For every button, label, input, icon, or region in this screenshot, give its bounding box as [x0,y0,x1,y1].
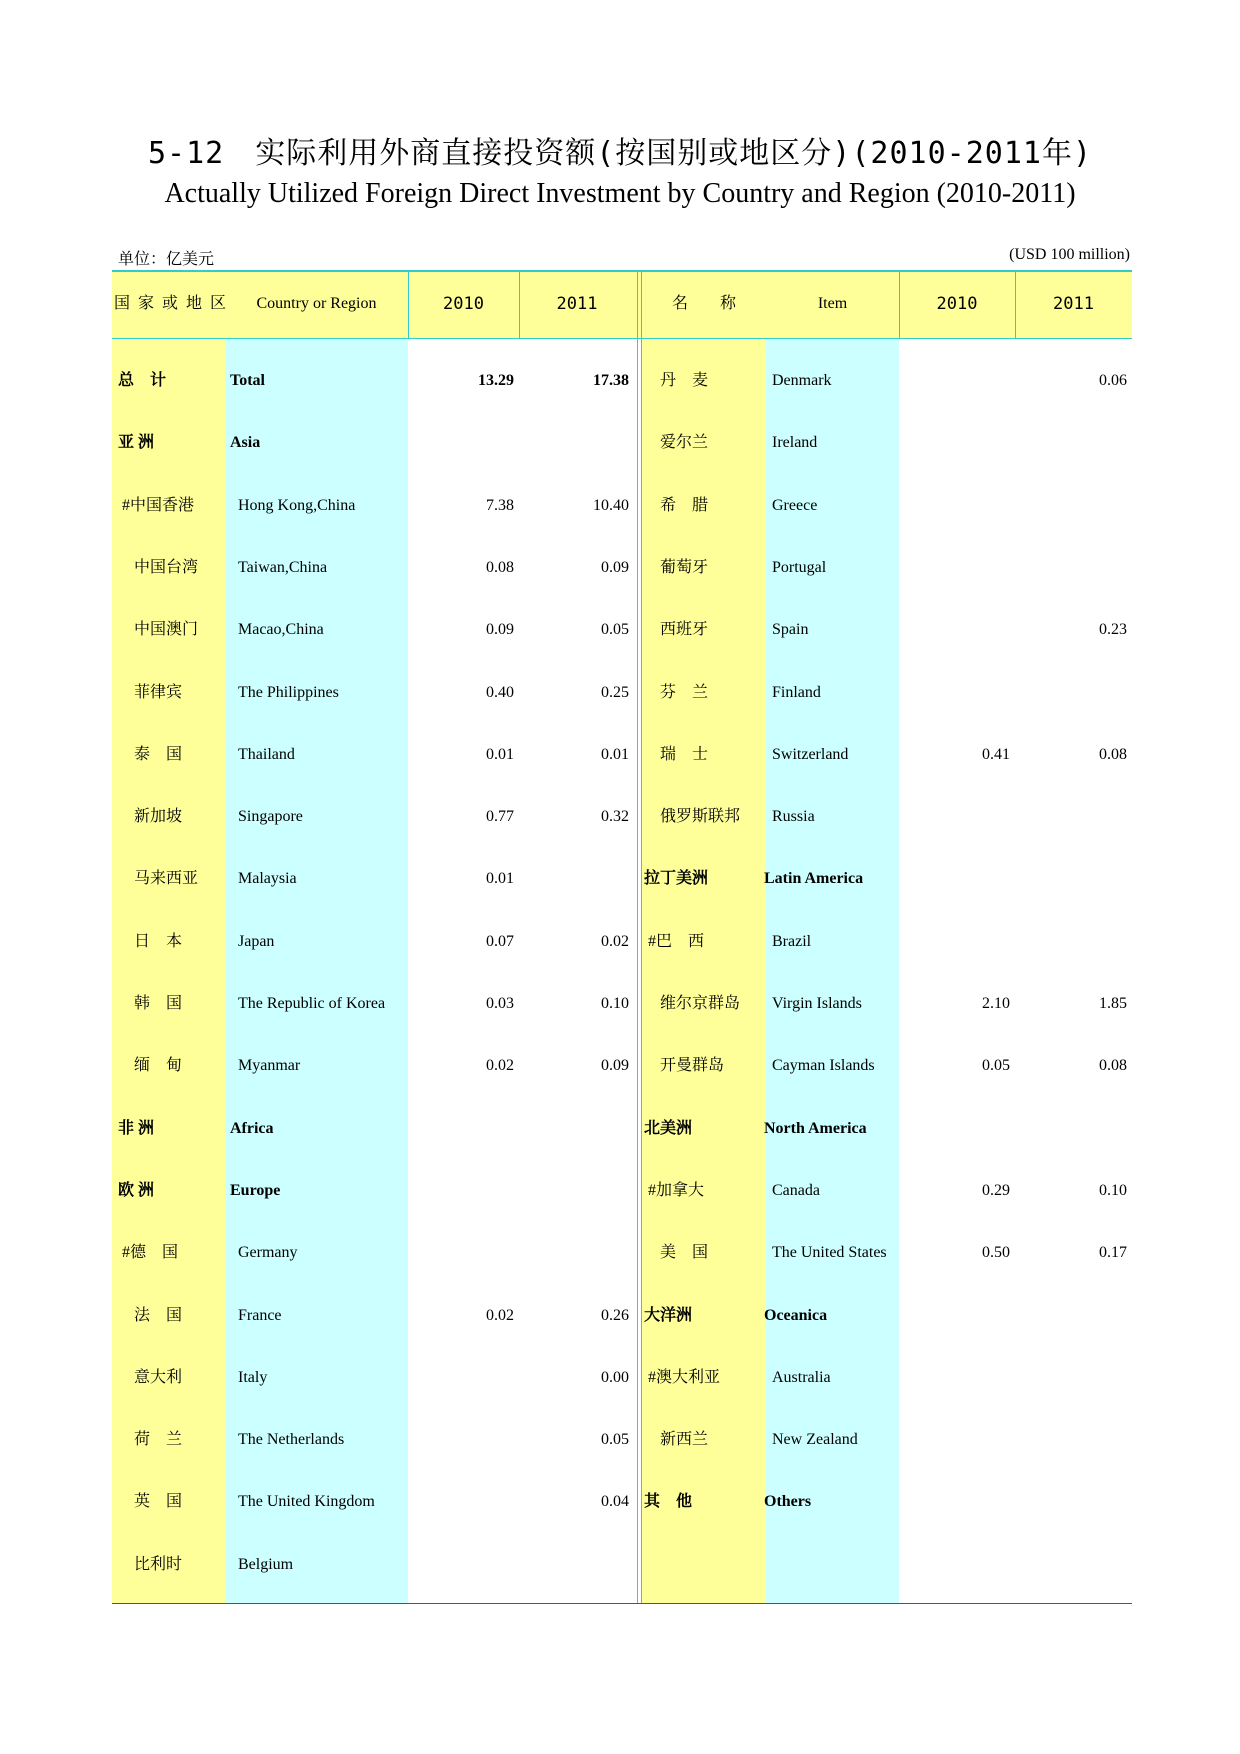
item-name-en: Cayman Islands [772,1057,875,1075]
value-2010 [408,412,514,474]
table-row [642,848,1132,910]
value-2011: 0.08 [1099,745,1127,763]
value-2011: 0.10 [1099,1181,1127,1199]
value-2011 [1015,1409,1127,1471]
item-name-en: Brazil [772,932,812,950]
value-2011: 17.38 [593,372,629,389]
header-item-en: Item [817,295,848,312]
header-left-2010: 2010 [443,294,484,314]
table-row [642,475,1132,537]
item-name-cn: 维尔京群岛 [660,995,741,1012]
item-name-en: North America [764,1119,867,1137]
table-row [642,911,1132,973]
country-name-cn: 非 洲 [118,1119,155,1137]
value-2011: 0.05 [601,1431,629,1449]
table-row [112,599,637,661]
country-name-cn: #中国香港 [122,496,195,514]
value-2010: 0.05 [982,1057,1010,1075]
value-2010 [899,350,1010,412]
value-2011: 0.09 [601,1057,629,1075]
value-2010 [899,1409,1010,1471]
table-row [112,1035,637,1097]
value-2010 [899,537,1010,599]
table-row [112,350,637,412]
table-row [642,1409,1132,1471]
value-2010 [899,1471,1010,1533]
value-2010: 0.03 [486,995,514,1012]
country-name-en: France [238,1306,282,1324]
value-2011 [519,848,629,910]
table-row [642,662,1132,724]
item-name-en: The United States [772,1244,887,1262]
country-name-cn: 荷 兰 [134,1431,183,1449]
value-2010 [408,1222,514,1284]
country-name-cn: #德 国 [122,1244,179,1262]
item-name-en: New Zealand [772,1431,858,1449]
item-name-cn: 俄罗斯联邦 [660,808,741,826]
item-name-en: Canada [772,1181,820,1199]
table-row [642,973,1132,1035]
value-2010 [899,662,1010,724]
header-bottom-rule [112,338,1132,339]
header-right-2010: 2010 [936,294,978,314]
table-row [642,1471,1132,1533]
item-name-cn: #巴 西 [648,932,705,950]
header-country-en: Country or Region [256,295,377,312]
value-2010 [899,599,1010,661]
table-row [642,1222,1132,1284]
country-name-en: Hong Kong,China [238,496,356,514]
value-2011: 1.85 [1099,995,1127,1012]
value-2010 [408,1409,514,1471]
item-name-en: Russia [772,808,815,826]
value-2011: 10.40 [593,496,629,514]
table-row [642,1347,1132,1409]
header-item-cn: 名 称 [671,295,736,312]
item-name-en: Denmark [772,372,832,389]
table-row [112,1285,637,1347]
page-title-en: Actually Utilized Foreign Direct Investment by Country and Region (2010-2011) [164,178,1076,209]
data-table [112,270,1132,1603]
country-name-en: Italy [238,1368,268,1386]
item-name-cn: 芬 兰 [660,683,709,701]
table-row [112,786,637,848]
item-name-cn: 其 他 [644,1493,693,1511]
value-2010: 13.29 [478,372,514,389]
value-2011: 0.00 [601,1368,629,1386]
value-2010 [899,475,1010,537]
value-2010: 0.02 [486,1057,514,1075]
item-name-cn: 爱尔兰 [660,434,709,452]
item-name-cn: #澳大利亚 [648,1368,721,1386]
value-2010: 0.08 [486,558,514,576]
value-2011: 0.25 [601,683,629,701]
value-2010 [899,1098,1010,1160]
page-title-cn: 5-12 实际利用外商直接投资额(按国别或地区分)(2010-2011年) [147,136,1093,171]
table-row [642,1285,1132,1347]
country-name-en: Thailand [238,745,295,763]
value-2010: 0.40 [486,683,514,701]
item-name-cn: 大洋洲 [644,1306,693,1324]
value-2011: 0.01 [601,745,629,763]
value-2010 [899,786,1010,848]
value-2010: 7.38 [486,496,514,514]
country-name-en: Singapore [238,808,303,826]
value-2010 [408,1347,514,1409]
item-name-en: Finland [772,683,821,701]
value-2011 [519,412,629,474]
unit-label-en: (USD 100 million) [1009,246,1130,263]
value-2011 [1015,475,1127,537]
item-name-cn: 希 腊 [660,496,709,514]
country-name-en: Macao,China [238,621,324,639]
country-name-en: The Netherlands [238,1431,345,1449]
value-2011: 0.02 [601,932,629,950]
table-row [112,848,637,910]
value-2011 [1015,537,1127,599]
value-2011 [1015,662,1127,724]
value-2010: 2.10 [982,995,1010,1012]
value-2010: 0.01 [486,745,514,763]
item-name-en: Spain [772,621,809,639]
table-row [642,786,1132,848]
value-2011: 0.23 [1099,621,1127,639]
table-row [112,662,637,724]
country-name-en: Asia [230,434,261,452]
value-2010 [408,1160,514,1222]
country-name-en: Belgium [238,1555,294,1573]
value-2011 [519,1098,629,1160]
table-row [642,350,1132,412]
country-name-en: Africa [230,1119,274,1137]
value-2011: 0.26 [601,1306,629,1324]
item-name-cn: #加拿大 [648,1181,705,1199]
table-row [112,911,637,973]
country-name-cn: 比利时 [134,1555,183,1573]
country-name-en: The United Kingdom [238,1493,375,1511]
table-bottom-rule [112,1603,1132,1604]
item-name-en: Switzerland [772,745,849,763]
center-double-rule [637,270,638,1603]
country-name-en: Malaysia [238,870,297,888]
item-name-cn: 北美洲 [644,1119,693,1137]
country-name-cn: 意大利 [134,1368,183,1386]
item-name-en: Australia [772,1368,831,1386]
table-row [642,412,1132,474]
value-2010: 0.50 [982,1244,1010,1262]
header-country-cn: 国 家 或 地 区 [113,295,228,312]
value-2011 [1015,1098,1127,1160]
unit-label-cn: 单位：亿美元 [118,251,215,268]
country-name-cn: 中国澳门 [134,621,199,639]
value-2010 [408,1534,514,1596]
value-2010 [408,1098,514,1160]
value-2011 [519,1222,629,1284]
country-name-en: Taiwan,China [238,558,328,576]
table-row [112,973,637,1035]
country-name-cn: 中国台湾 [134,558,199,576]
value-2011: 0.10 [601,995,629,1012]
value-2011: 0.32 [601,808,629,826]
country-name-cn: 亚 洲 [118,434,155,452]
country-name-cn: 马来西亚 [134,870,199,888]
header-right-2011: 2011 [1053,294,1094,314]
country-name-en: Total [230,372,265,389]
value-2010: 0.41 [982,745,1010,763]
table-row [112,1409,637,1471]
country-name-en: Japan [238,932,275,950]
value-2011 [1015,911,1127,973]
item-name-cn: 开曼群岛 [660,1057,725,1075]
table-row [112,724,637,786]
country-name-cn: 总 计 [118,372,167,389]
country-name-cn: 菲律宾 [134,683,183,701]
item-name-cn: 西班牙 [660,621,709,639]
value-2011 [1015,1285,1127,1347]
item-name-en: Oceanica [764,1306,828,1324]
table-row [112,1222,637,1284]
table-row [642,1035,1132,1097]
table-row [112,1160,637,1222]
value-2011 [1015,848,1127,910]
value-2010: 0.29 [982,1181,1010,1199]
value-2011 [1015,786,1127,848]
item-name-en: Virgin Islands [772,995,862,1012]
table-row [642,537,1132,599]
item-name-cn: 葡萄牙 [660,558,709,576]
value-2010 [899,1285,1010,1347]
country-name-cn: 缅 甸 [134,1057,183,1075]
value-2011 [1015,412,1127,474]
value-2011: 0.17 [1099,1244,1127,1262]
table-row [112,1098,637,1160]
value-2011: 0.05 [601,621,629,639]
item-name-cn: 拉丁美洲 [644,870,709,888]
table-row [112,1534,637,1596]
table-row [642,1098,1132,1160]
value-2010 [899,1347,1010,1409]
value-2011 [519,1160,629,1222]
value-2010: 0.77 [486,808,514,826]
item-name-cn: 新西兰 [660,1431,709,1449]
value-2010 [899,848,1010,910]
value-2011: 0.08 [1099,1057,1127,1075]
item-name-en: Portugal [772,558,827,576]
country-name-cn: 新加坡 [134,808,183,826]
item-name-cn: 瑞 士 [660,745,709,763]
item-name-en: Latin America [764,870,864,888]
country-name-en: Germany [238,1244,298,1262]
table-row [112,475,637,537]
country-name-cn: 泰 国 [134,745,183,763]
item-name-cn: 美 国 [660,1244,709,1262]
table-row [112,412,637,474]
value-2011 [1015,1347,1127,1409]
value-2011: 0.04 [601,1493,629,1511]
country-name-cn: 法 国 [134,1306,183,1324]
country-name-cn: 英 国 [134,1493,183,1511]
item-name-en: Ireland [772,434,818,452]
value-2010 [408,1471,514,1533]
table-row [642,724,1132,786]
value-2011 [1015,1471,1127,1533]
country-name-en: The Philippines [238,683,339,701]
value-2010 [899,911,1010,973]
table-row [112,537,637,599]
value-2010: 0.02 [486,1306,514,1324]
item-name-en: Others [764,1493,812,1511]
item-name-en: Greece [772,496,818,514]
value-2011: 0.09 [601,558,629,576]
value-2010: 0.09 [486,621,514,639]
value-2010: 0.01 [486,870,514,888]
country-name-en: The Republic of Korea [238,995,386,1012]
value-2011 [519,1534,629,1596]
country-name-cn: 韩 国 [134,995,183,1012]
country-name-en: Myanmar [238,1057,301,1075]
header-left-2011: 2011 [556,294,598,314]
table-row [112,1347,637,1409]
table-row [112,1471,637,1533]
country-name-en: Europe [230,1181,281,1199]
value-2011: 0.06 [1099,372,1127,389]
item-name-cn: 丹 麦 [660,372,709,389]
country-name-cn: 欧 洲 [118,1181,155,1199]
country-name-cn: 日 本 [134,932,183,950]
table-row [642,599,1132,661]
value-2010: 0.07 [486,932,514,950]
value-2010 [899,412,1010,474]
table-row [642,1160,1132,1222]
